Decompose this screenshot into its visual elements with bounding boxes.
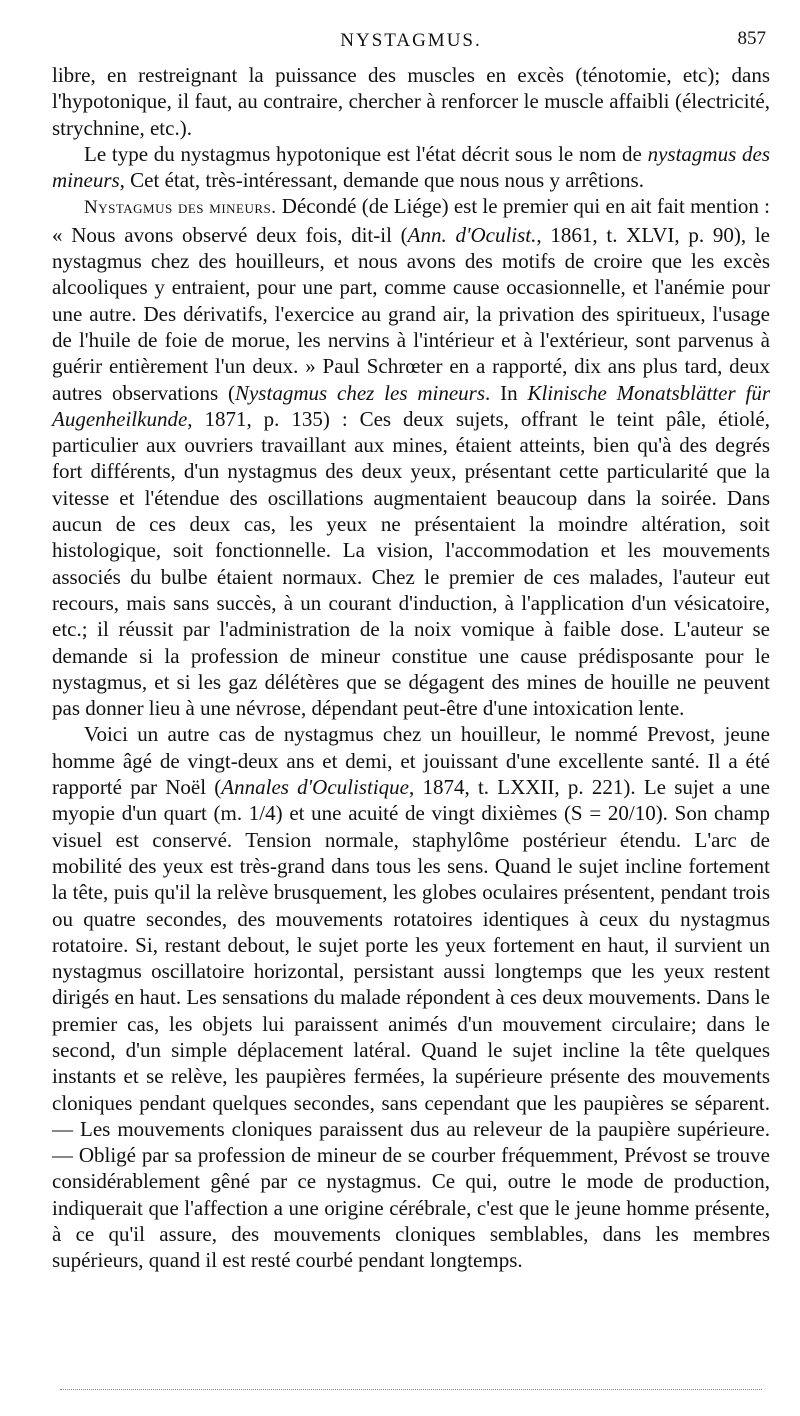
page-number: 857	[737, 28, 766, 49]
page-header	[52, 22, 770, 62]
paragraph-4-text-b: , 1874, t. LXXII, p. 221). Le sujet a une myopie d'un quart (m. 1/4) et une acuité de vingt dixièmes (S = 20/10). Son champ visuel est conservé. Tension normale, staphylôme postérieur étendu. L'arc de mobilité des yeux est très-grand dans tous les sens. Quand le sujet incline fortement la tête, puis qu'il la relève brusquement, les globes oculaires présentent, pendant trois ou quatre secondes, des mouvements rotatoires identiques à ceux du nystagmus rotatoire. Si, restant debout, le sujet porte les yeux fortement en haut, il survient un nystagmus oscillatoire horizontal, persistant aussi longtemps que les yeux restent dirigés en haut. Les sensations du malade répondent à ces deux mouvements. Dans le premier cas, les objets lui paraissent animés d'un mouvement circulaire; dans le second, d'un simple déplacement latéral. Quand le sujet incline la tête quelques instants et se relève, les paupières fermées, la supérieure présente des mouvements cloniques pendant quelques secondes, sans cependant que les paupières se séparent. — Les mouvements cloniques paraissent dus au releveur de la paupière supérieure. — Obligé par sa profession de mineur de se courber fréquemment, Prévost se trouve considérablement gêné par ce nystagmus. Ce qui, outre le mode de production, indiquerait que l'affection a une origine cérébrale, c'est que le jeune homme présente, à ce qu'il assure, des mouvements cloniques semblables, dans les membres supérieurs, quand il est resté courbé pendant longtemps.	[52, 775, 771, 1273]
citation-klinische-monatsblatter: Klinische Monatsblätter für Augenheilkunde	[52, 380, 770, 431]
running-head: NYSTAGMUS.	[340, 30, 482, 51]
citation-nystagmus-chez-les-mineurs: Nystagmus chez les mineurs	[234, 380, 486, 405]
paragraph-3-text-c: . In	[485, 380, 528, 405]
paragraph-3-text-b: , 1861, t. XLVI, p. 90), le nystagmus chez des houilleurs, et nous avons des motifs de croire que les excès alcooliques y entraient, pour une part, comme cause occasionnelle, et l'anémie pour une autre. Des dérivatifs, l'exercice au grand air, la privation des spiritueux, l'usage de l'huile de foie de morue, les nervins à l'intérieur et à l'extérieur, sont parvenus à guérir entièrement l'un deux. » Paul Schrœter en a rapporté, dix ans plus tard, deux autres observations (	[52, 222, 770, 405]
book-page	[52, 22, 770, 1402]
paragraph-3	[52, 193, 770, 721]
term-nystagmus-des-mineurs: nystagmus des mineurs	[52, 141, 770, 193]
paragraph-2-text-a: Le type du nystagmus hypotonique est l'état décrit sous le nom de	[84, 141, 648, 166]
section-heading-nystagmus-des-mineurs: Nystagmus des mineurs.	[84, 197, 277, 219]
paragraph-2-text-b: , Cet état, très-intéressant, demande que nous nous y arrêtions.	[119, 168, 644, 193]
paragraph-3-text-a: Décondé (de Liége) est le premier qui en ait fait mention : « Nous avons observé deux fois, dit-il (	[52, 194, 770, 247]
paragraph-2	[52, 141, 770, 194]
citation-ann-oculist: Ann. d'Oculist.	[407, 222, 537, 247]
body-text	[52, 62, 770, 1274]
paragraph-1-text: libre, en restreignant la puissance des muscles en excès (ténotomie, etc); dans l'hypotonique, il faut, au contraire, chercher à renforcer le muscle affaibli (électricité, strychnine, etc.).	[52, 63, 770, 140]
paragraph-4-text-a: Voici un autre cas de nystagmus chez un houilleur, le nommé Prevost, jeune homme âgé de vingt-deux ans et demi, et jouissant d'une excellente santé. Il a été rapporté par Noël (	[52, 722, 770, 800]
citation-annales-oculistique: Annales d'Oculistique	[221, 775, 409, 800]
paragraph-1	[52, 62, 770, 141]
paragraph-4	[52, 721, 770, 1273]
footer-rule	[60, 1389, 762, 1390]
paragraph-3-text-d: , 1871, p. 135) : Ces deux sujets, offrant le teint pâle, étiolé, particulier aux ouvriers travaillant aux mines, étaient atteints, bien qu'à des degrés fort différents, d'un nystagmus des deux yeux, présentant cette particularité que la vitesse et l'étendue des oscillations augmentaient beaucoup dans la soirée. Dans aucun de ces deux cas, les yeux ne présentaient la moindre altération, soit histologique, soit fonctionnelle. La vision, l'accommodation et les mouvements associés du bulbe étaient normaux. Chez le premier de ces malades, l'auteur eut recours, mais sans succès, à un courant d'induction, à l'application d'un vésicatoire, etc.; il réussit par l'administration de la noix vomique à faible dose. L'auteur se demande si la profession de mineur constitue une cause prédisposante pour le nystagmus, et si les gaz délétères que se dégagent des mines de houille ne peuvent pas donner lieu à une névrose, dépendant peut-être d'une intoxication lente.	[52, 406, 770, 721]
